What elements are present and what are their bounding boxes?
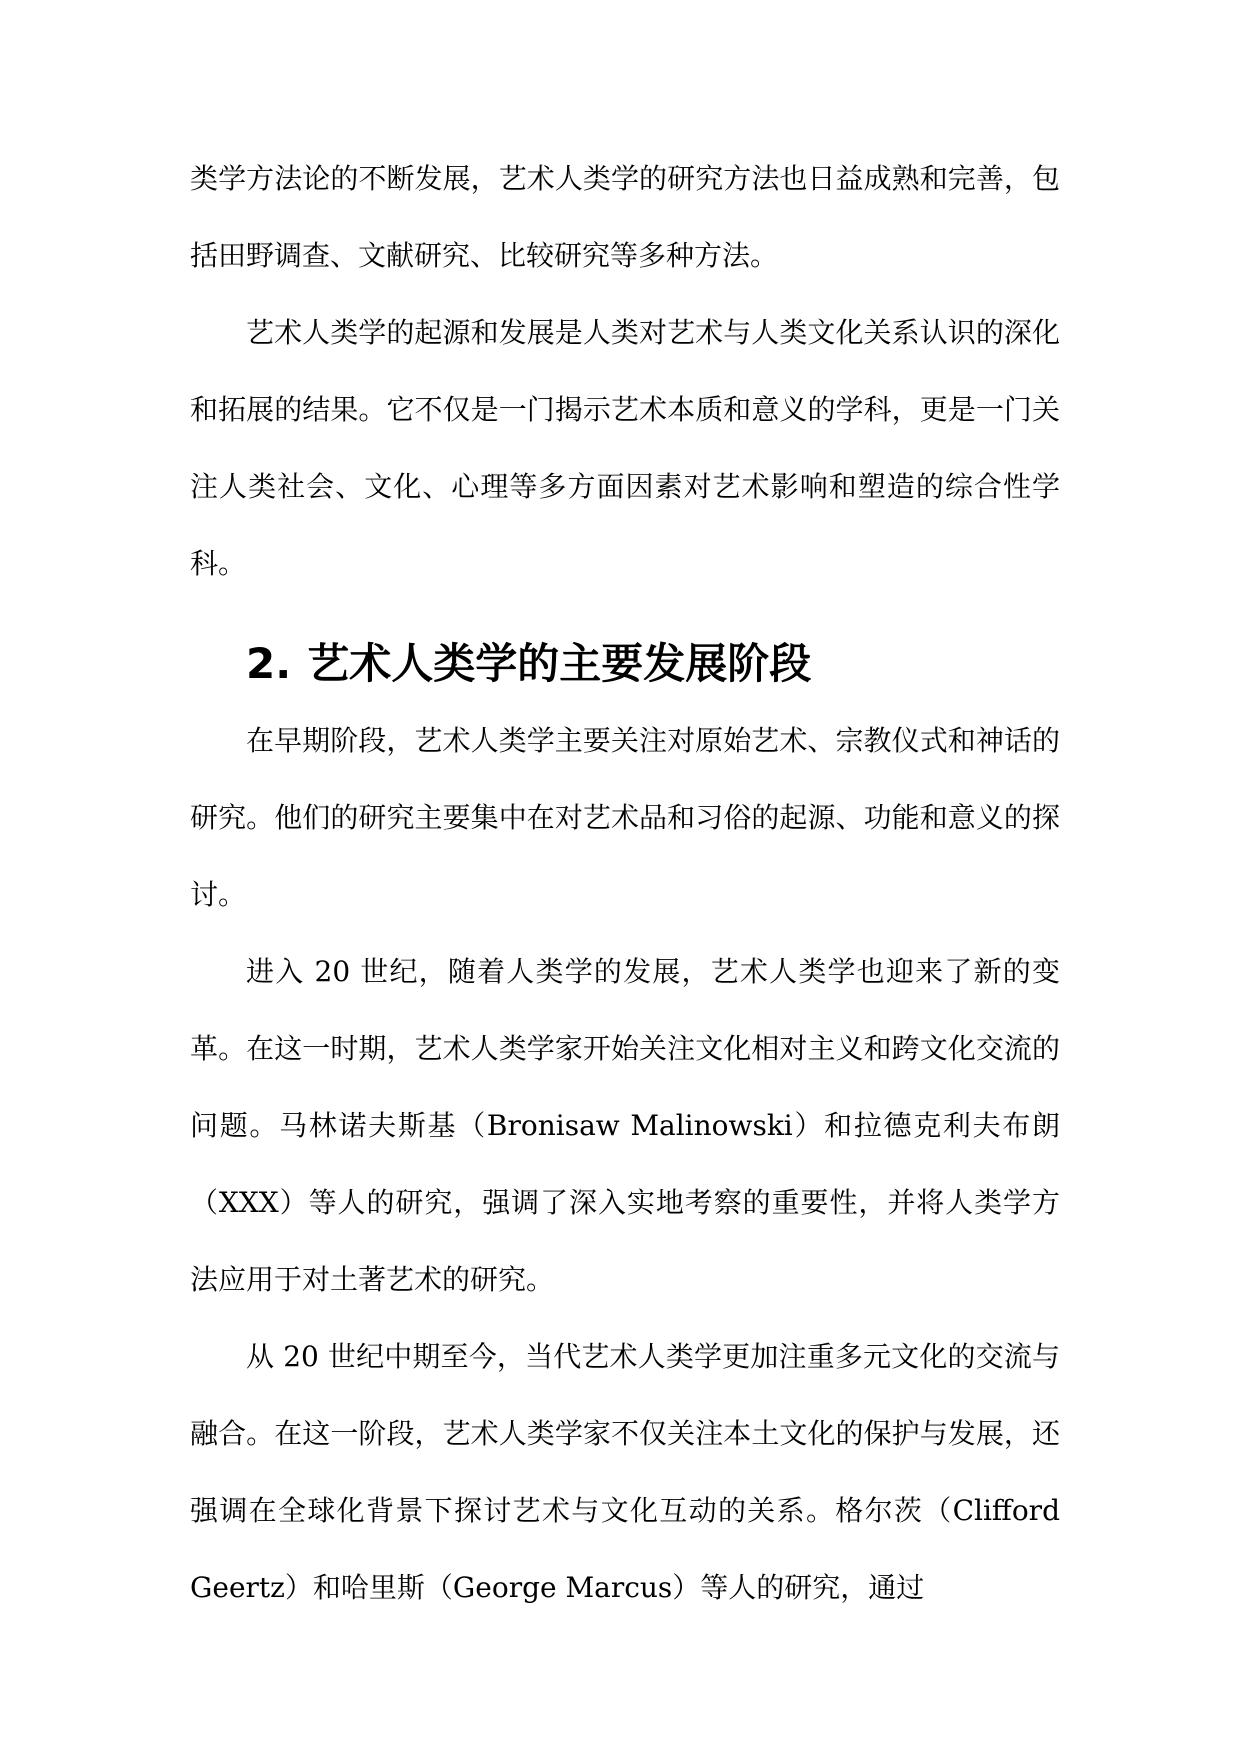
section-heading [190, 625, 1060, 702]
paragraph-methods-continuation: 类学方法论的不断发展，艺术人类学的研究方法也日益成熟和完善，包括田野调查、文献研究、比较研究等多种方法。 [190, 162, 1060, 272]
paragraph-early-stage: 在早期阶段，艺术人类学主要关注对原始艺术、宗教仪式和神话的研究。他们的研究主要集中在对艺术品和习俗的起源、功能和意义的探讨。 [190, 724, 1060, 911]
paragraph-origin-summary: 艺术人类学的起源和发展是人类对艺术与人类文化关系认识的深化和拓展的结果。它不仅是一门揭示艺术本质和意义的学科，更是一门关注人类社会、文化、心理等多方面因素对艺术影响和塑造的综合性学科。 [190, 316, 1060, 580]
section-number: 2. [246, 639, 292, 688]
section-title: 艺术人类学的主要发展阶段 [307, 639, 812, 688]
paragraph-contemporary: 从 20 世纪中期至今，当代艺术人类学更加注重多元文化的交流与融合。在这一阶段，艺术人类学家不仅关注本土文化的保护与发展，还强调在全球化背景下探讨艺术与文化互动的关系。格尔茨（Clifford Geertz）和哈里斯（George Marcus）等人的研究，通过 [190, 1340, 1060, 1604]
document-body [190, 140, 1060, 1626]
paragraph-20th-century: 进入 20 世纪，随着人类学的发展，艺术人类学也迎来了新的变革。在这一时期，艺术人类学家开始关注文化相对主义和跨文化交流的问题。马林诺夫斯基（Bronisaw Malinowski）和拉德克利夫布朗（XXX）等人的研究，强调了深入实地考察的重要性，并将人类学方法应用于对土著艺术的研究。 [190, 955, 1060, 1296]
